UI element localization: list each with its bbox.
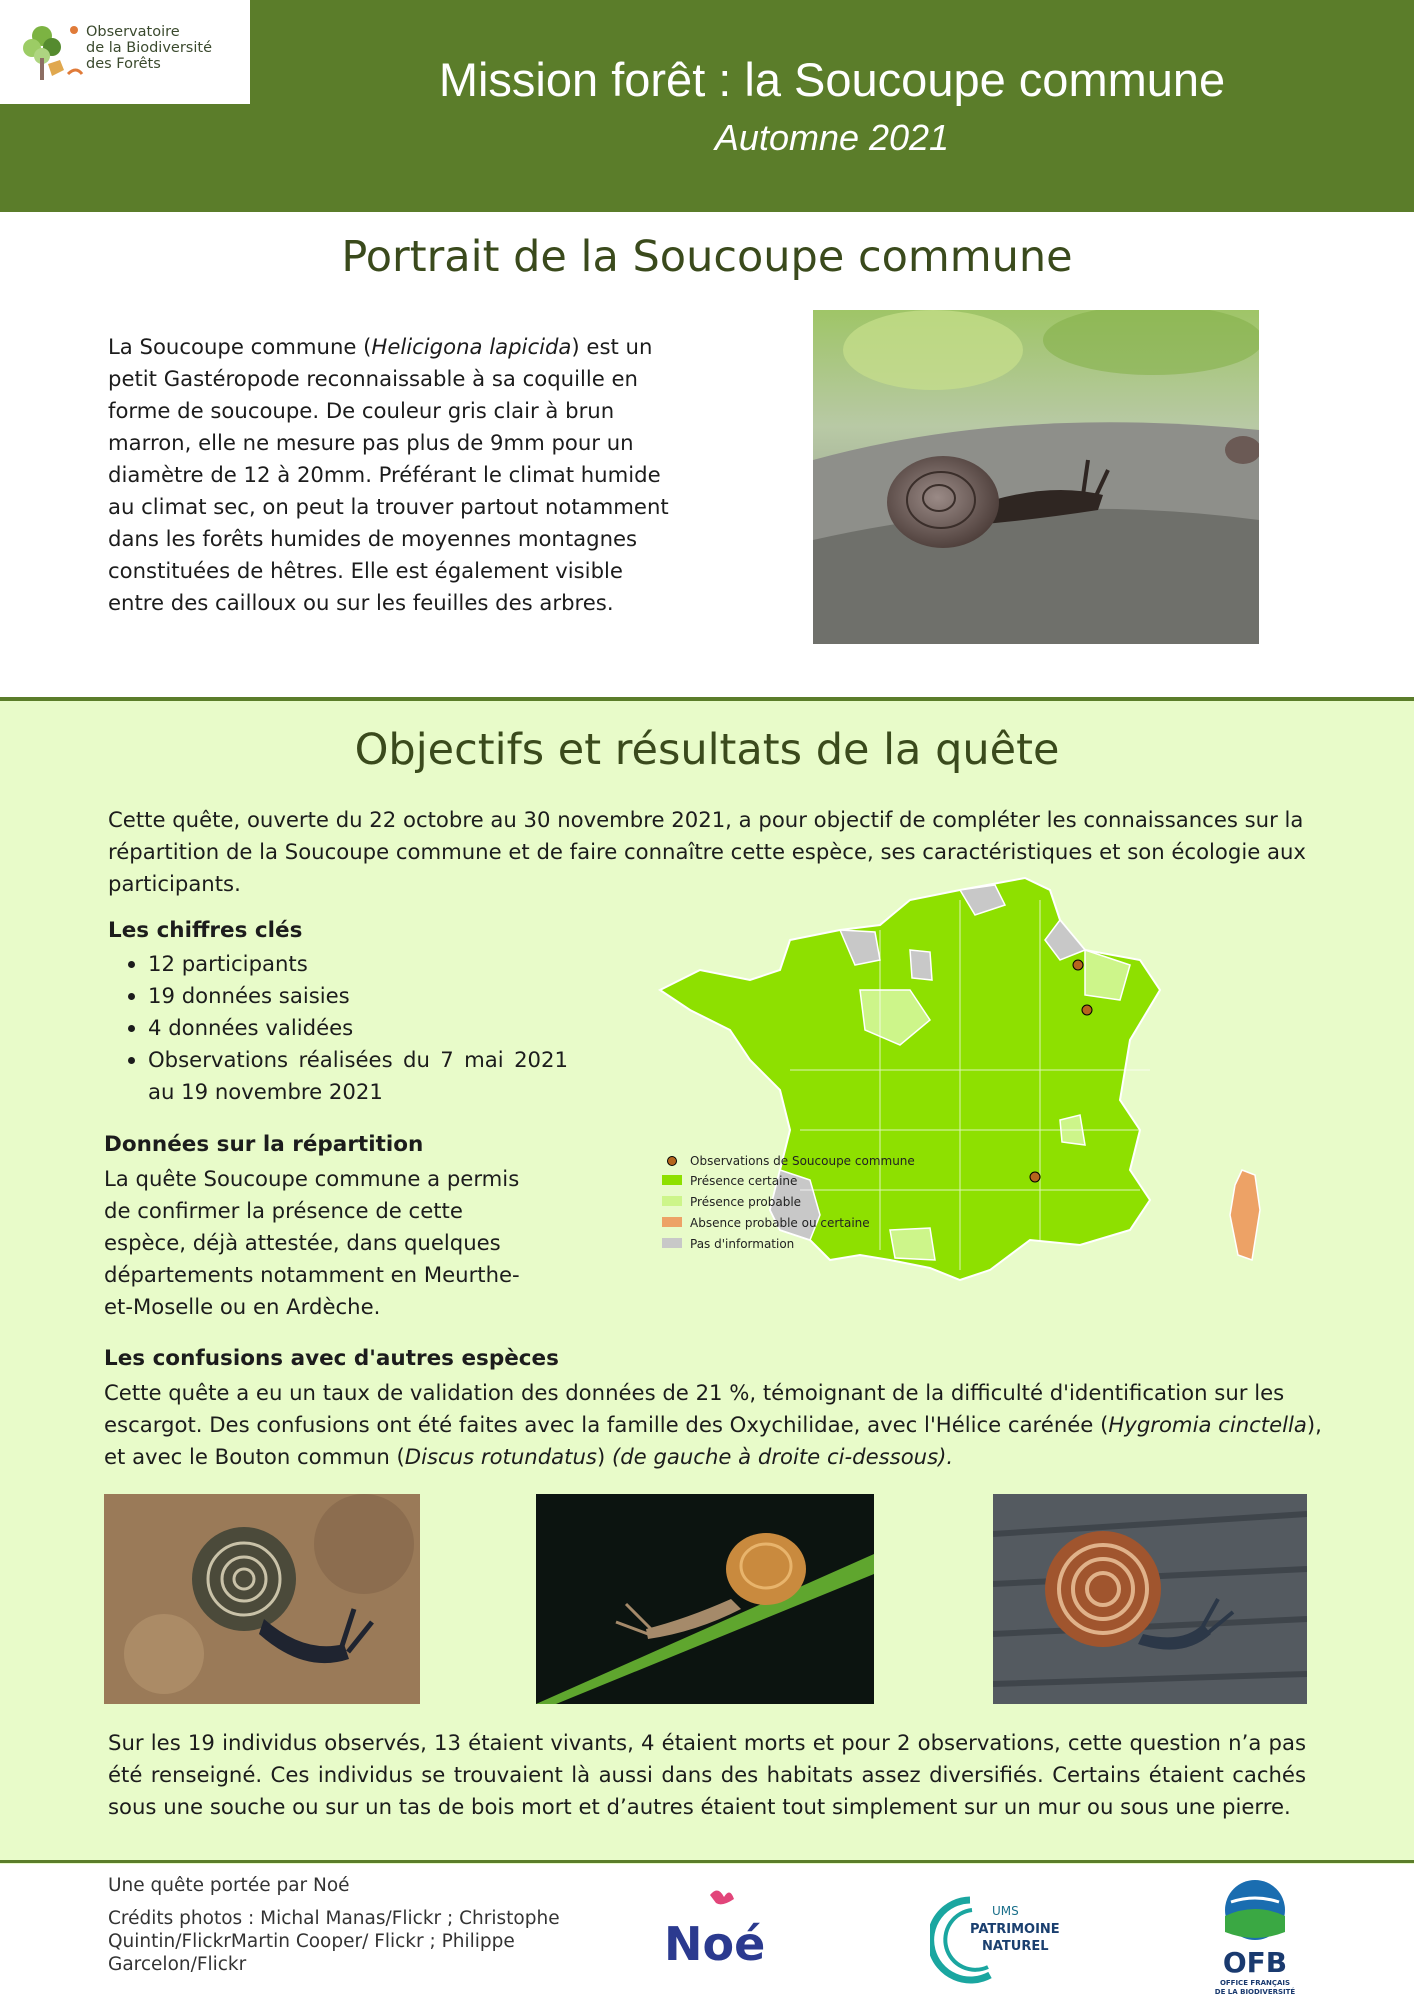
logo-text <box>86 24 212 72</box>
photo-credits: Crédits photos : Michal Manas/Flickr ; Christophe Quintin/FlickrMartin Cooper/ Flickr ; Philippe Garcelon/Flickr <box>108 1908 560 1975</box>
france-distribution-map <box>630 870 1280 1330</box>
oxychilidae-photo <box>104 1494 420 1704</box>
species-latin-name: Helicigona lapicida <box>371 334 572 359</box>
logo-line-3: des Forêts <box>86 56 161 72</box>
legend-label-absence: Absence probable ou certaine <box>690 1216 870 1230</box>
list-item: • 4 données validées <box>148 1012 568 1044</box>
obf-logo <box>0 0 250 104</box>
legend-label-no-info: Pas d'information <box>690 1237 795 1251</box>
repartition-paragraph: La quête Soucoupe commune a permis de confirmer la présence de cette espèce, déjà attestée, dans quelques départements notamment en Meurthe-et-Moselle ou en Ardèche. <box>104 1166 520 1319</box>
ofb-sub2: DE LA BIODIVERSITÉ <box>1214 1988 1296 1996</box>
probable-pyrenees <box>890 1228 935 1260</box>
legend-label-presence-certaine: Présence certaine <box>690 1174 798 1188</box>
portrait-paragraph: La Soucoupe commune (Helicigona lapicida) est un petit Gastéropode reconnaissable à sa coquille en forme de soucoupe. De couleur gris clair à brun marron, elle ne mesure pas plus de 9mm pour un diamètre de 12 à 20mm. Préférant le climat humide au climat sec, on peut la trouver partout notamment dans les forêts humides de moyennes montagnes constituées de hêtres. Elle est également visible entre des cailloux ou sur les feuilles des arbres. <box>108 334 669 615</box>
legend-label-observations: Observations de Soucoupe commune <box>690 1154 915 1168</box>
logo-line-2: de la Biodiversité <box>86 40 212 56</box>
butterfly-icon <box>710 1890 734 1904</box>
objectifs-heading: Objectifs et résultats de la quête <box>354 725 1060 775</box>
page-title: Mission forêt : la Soucoupe commune <box>438 53 1226 106</box>
soucoupe-photo <box>813 310 1259 644</box>
noe-logo-text: Noé <box>664 1917 766 1971</box>
confusions-heading: Les confusions avec d'autres espèces <box>104 1346 559 1371</box>
ums-text-2: PATRIMOINE <box>970 1922 1060 1937</box>
chiffres-list <box>108 948 568 1108</box>
list-item: • Observations réalisées du 7 mai 2021 au 19 novembre 2021 <box>148 1044 568 1108</box>
logo-line-1: Observatoire <box>86 24 180 40</box>
noe-logo <box>660 1885 770 1985</box>
list-item: • 19 données saisies <box>148 980 568 1012</box>
ofb-text: OFB <box>1222 1946 1288 1979</box>
intro-paragraph: Cette quête, ouverte du 22 octobre au 30 novembre 2021, a pour objectif de compléter les connaissances sur la répartition de la Soucoupe commune et de faire connaître cette espèce, ses caractéristiques et son écologie aux participants. <box>108 807 1306 896</box>
latin-name-hygromia: Hygromia cinctella <box>1108 1412 1307 1437</box>
helice-carenee-photo <box>536 1494 874 1704</box>
repartition-heading: Données sur la répartition <box>104 1132 424 1157</box>
page-subtitle: Automne 2021 <box>714 117 950 158</box>
no-info-paris <box>910 950 932 980</box>
observation-point <box>1082 1005 1092 1015</box>
observation-point <box>1073 960 1083 970</box>
ums-text-1: UMS <box>992 1904 1019 1918</box>
tree-logo-icon <box>12 14 92 94</box>
ofb-sub1: OFFICE FRANÇAIS <box>1219 1979 1291 1987</box>
individus-paragraph: Sur les 19 individus observés, 13 étaient vivants, 4 étaient morts et pour 2 observations, cette question n’a pas été renseigné. Ces individus se trouvaient là aussi dans des habitats assez diversifiés. Certains étaient cachés sous une souche ou sur un tas de bois mort et d’autres étaient tout simplement sur un mur ou sous une pierre. <box>108 1730 1306 1819</box>
footer-divider <box>0 1860 1414 1863</box>
latin-name-discus: Discus rotundatus <box>404 1444 597 1469</box>
photo-order-note: (de gauche à droite ci-dessous). <box>611 1444 954 1469</box>
portrait-heading: Portrait de la Soucoupe commune <box>341 232 1073 282</box>
confusions-paragraph: Cette quête a eu un taux de validation des données de 21 %, témoignant de la difficulté d'identification sur les escargot. Des confusions ont été faites avec la famille des Oxychilidae, avec l'Hélice carénée (Hygromia cinctella), et avec le Bouton commun (Discus rotundatus) (de gauche à droite ci-dessous). <box>104 1380 1322 1469</box>
observation-point <box>1030 1172 1040 1182</box>
list-item: • 12 participants <box>148 948 568 980</box>
ums-patrimoine-naturel-logo <box>930 1885 1060 1985</box>
legend-label-presence-probable: Présence probable <box>690 1195 802 1209</box>
chiffres-heading: Les chiffres clés <box>108 918 303 943</box>
corsica <box>1230 1170 1260 1260</box>
ums-text-3: NATUREL <box>982 1939 1049 1954</box>
bouton-commun-photo <box>993 1494 1307 1704</box>
footer-porte-par: Une quête portée par Noé <box>108 1875 350 1896</box>
ofb-logo <box>1205 1872 1305 2000</box>
